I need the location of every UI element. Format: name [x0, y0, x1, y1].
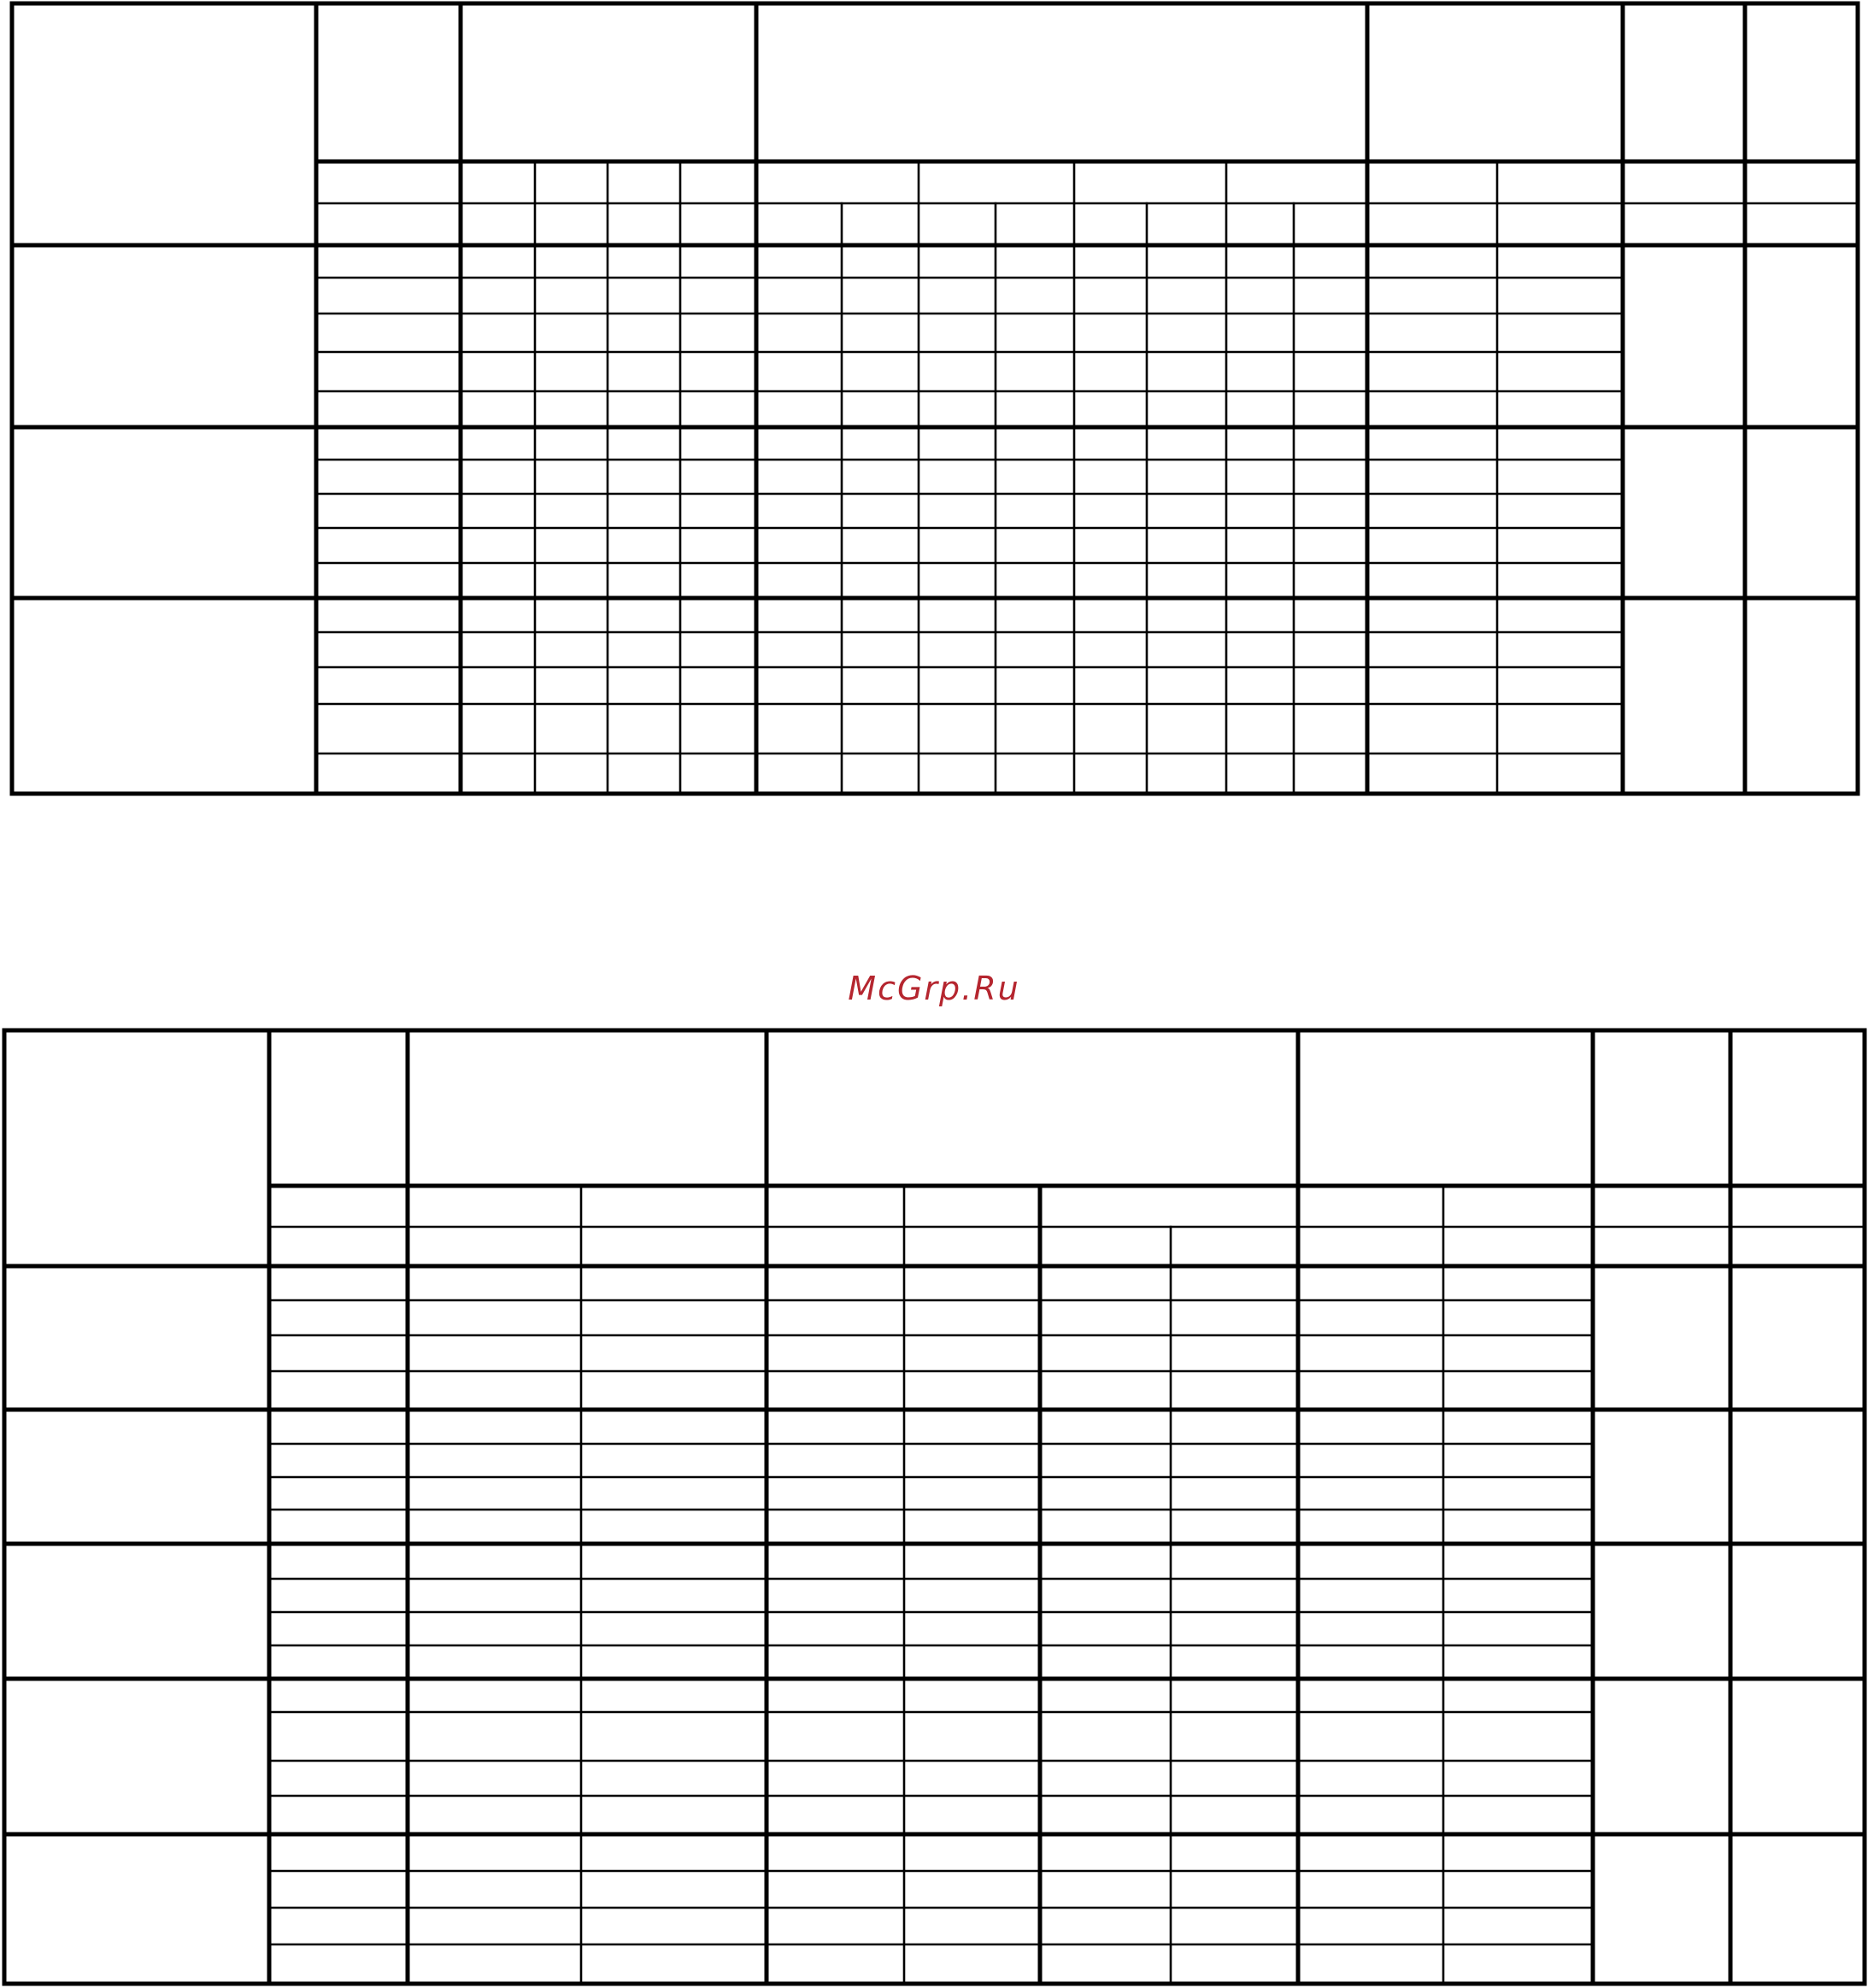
- watermark: McGrp.Ru: [848, 970, 1020, 1007]
- blank-form-table-top: [12, 3, 1858, 794]
- blank-form-table-bottom: [4, 1030, 1865, 1984]
